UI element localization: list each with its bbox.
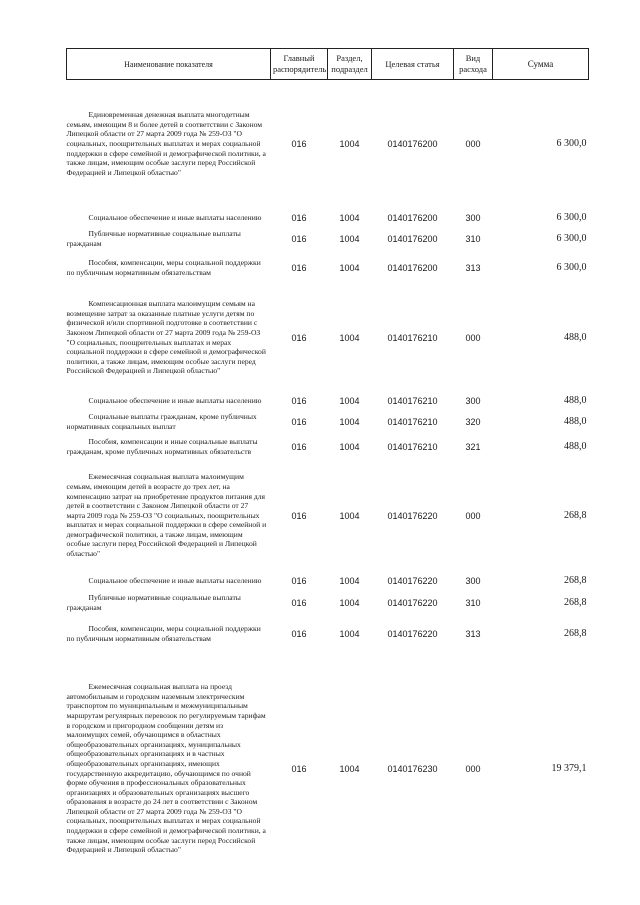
row-manager: 016 (291, 575, 307, 586)
row-type: 000 (465, 510, 481, 521)
row-target: 0140176230 (387, 763, 438, 774)
header-target: Целевая статья (372, 49, 454, 80)
table-row (67, 208, 589, 228)
row-sum: 488,0 (564, 332, 587, 343)
row-target: 0140176210 (387, 332, 438, 343)
row-name: Социальное обеспечение и иные выплаты населению (88, 575, 262, 585)
table-row (67, 80, 589, 208)
row-section: 1004 (339, 395, 360, 406)
row-manager: 016 (291, 763, 307, 774)
row-type: 000 (465, 332, 481, 343)
row-sum: 268,8 (564, 575, 587, 586)
row-manager: 016 (291, 395, 307, 406)
row-target: 0140176220 (387, 597, 438, 608)
row-section: 1004 (339, 332, 360, 343)
table-row (67, 570, 589, 592)
row-section: 1004 (339, 416, 360, 427)
row-manager: 016 (291, 628, 307, 639)
row-manager: 016 (291, 212, 307, 223)
row-name: Социальное обеспечение и иные выплаты населению (88, 395, 262, 405)
row-sum: 6 300,0 (556, 262, 587, 273)
row-manager: 016 (291, 138, 307, 149)
row-name: Единовременная денежная выплата многодетным семьям, имеющим 8 и более детей в соответствии с Законом Липецкой области от 27 марта 2009 года № 259-ОЗ "О социальных, поощрительных выплатах и мерах социальной поддержки в сфере семейной и демографической политики, а также лицам, имеющим особые заслуги перед Российской Федерацией и Липецкой областью" (66, 110, 266, 177)
row-type: 300 (465, 212, 481, 223)
row-section: 1004 (339, 233, 360, 244)
row-section: 1004 (339, 212, 360, 223)
row-manager: 016 (291, 597, 307, 608)
row-section: 1004 (339, 763, 360, 774)
row-sum: 6 300,0 (556, 212, 587, 223)
row-section: 1004 (339, 597, 360, 608)
table-row (67, 390, 589, 412)
row-sum: 6 300,0 (556, 233, 587, 244)
row-type: 321 (465, 441, 481, 452)
row-manager: 016 (291, 441, 307, 452)
row-target: 0140176210 (387, 416, 438, 427)
row-sum: 268,8 (564, 628, 587, 639)
row-name: Компенсационная выплата малоимущим семьям на возмещение затрат за оказанные платные услуги детям по физической и/или спортивной подготовке в соответствии с Законом Липецкой области от 27 марта 2009 года № 259-ОЗ "О социальных, поощрительных выплатах и мерах социальной поддержки в сфере семейной и демографической политики, а также лицам, имеющим особые заслуги перед Российской Федерацией и Липецкой областью" (66, 299, 266, 376)
header-type: Вид расхода (454, 49, 493, 80)
table-row (67, 462, 589, 570)
row-manager: 016 (291, 416, 307, 427)
row-type: 310 (465, 233, 481, 244)
header-manager: Главный распорядитель (271, 49, 328, 80)
row-manager: 016 (291, 510, 307, 521)
row-type: 300 (465, 575, 481, 586)
header-name: Наименование показателя (67, 49, 271, 80)
row-section: 1004 (339, 628, 360, 639)
row-type: 320 (465, 416, 481, 427)
row-manager: 016 (291, 262, 307, 273)
row-name: Социальные выплаты гражданам, кроме публичных нормативных социальных выплат (66, 411, 257, 431)
row-type: 000 (465, 763, 481, 774)
row-target: 0140176220 (387, 575, 438, 586)
row-type: 310 (465, 597, 481, 608)
row-manager: 016 (291, 332, 307, 343)
row-section: 1004 (339, 510, 360, 521)
row-name: Пособия, компенсации, меры социальной поддержки по публичным нормативным обязательствам (66, 623, 261, 643)
row-sum: 488,0 (564, 441, 587, 452)
row-sum: 268,8 (564, 510, 587, 521)
header-sum: Сумма (493, 49, 589, 80)
row-target: 0140176200 (387, 212, 438, 223)
row-sum: 19 379,1 (551, 763, 587, 774)
row-name: Пособия, компенсации и иные социальные выплаты гражданам, кроме публичных нормативных обязательств (66, 436, 258, 456)
table-row (67, 250, 589, 286)
row-name: Социальное обеспечение и иные выплаты населению (88, 212, 262, 222)
header-section: Раздел, подраздел (328, 49, 372, 80)
row-target: 0140176200 (387, 262, 438, 273)
table-row (67, 286, 589, 390)
row-section: 1004 (339, 138, 360, 149)
row-type: 313 (465, 628, 481, 639)
row-target: 0140176200 (387, 138, 438, 149)
row-name: Публичные нормативные социальные выплаты гражданам (66, 592, 241, 612)
row-type: 313 (465, 262, 481, 273)
row-target: 0140176220 (387, 510, 438, 521)
budget-table (66, 48, 589, 884)
row-sum: 488,0 (564, 416, 587, 427)
table-row (67, 592, 589, 614)
row-name: Публичные нормативные социальные выплаты гражданам (66, 228, 241, 248)
table-row (67, 432, 589, 462)
row-target: 0140176210 (387, 395, 438, 406)
table-header (67, 49, 589, 80)
table-row (67, 654, 589, 884)
row-section: 1004 (339, 575, 360, 586)
table-row (67, 412, 589, 432)
row-target: 0140176210 (387, 441, 438, 452)
row-type: 300 (465, 395, 481, 406)
row-section: 1004 (339, 441, 360, 452)
table-row (67, 228, 589, 250)
row-name: Пособия, компенсации, меры социальной поддержки по публичным нормативным обязательствам (66, 257, 261, 277)
row-target: 0140176200 (387, 233, 438, 244)
table-row (67, 614, 589, 654)
row-target: 0140176220 (387, 628, 438, 639)
row-sum: 6 300,0 (556, 138, 587, 150)
row-name: Ежемесячная социальная выплата малоимущим семьям, имеющим детей в возрасте до трех лет, на компенсацию затрат на приобретение продуктов питания для детей в соответствии с Законом Липецкой области от 27 марта 2009 года № 259-ОЗ "О социальных, поощрительных выплатах и мерах социальной поддержки в сфере семейной и демографической политики, а также лицам, имеющим особые заслуги перед Российской Федерацией и Липецкой областью" (66, 472, 267, 559)
row-manager: 016 (291, 233, 307, 244)
row-type: 000 (465, 138, 481, 149)
row-name: Ежемесячная социальная выплата на проезд автомобильным и городским наземным электрическим транспортом по муниципальным и межмуниципальным маршрутам регулярных перевозок по регулируемым тарифам в городском и пригородном сообщении детям из малоимущих семей, обучающимся в областных общеобразовательных организациях, муниципальных общеобразовательных организациях и в частных общеобразовательных организациях, имеющих государственную аккредитацию, обучающимся по очной форме обучения в профессиональных образовательных организациях и образовательных организациях высшего образования в возрасте до 24 лет в соответствии с Законом Липецкой области от 27 марта 2009 года № 259-ОЗ "О социальных, поощрительных выплатах и мерах социальной поддержки в сфере семейной и демографической политики, а также лицам, имеющим особые заслуги перед Российской Федерацией и Липецкой областью" (66, 682, 266, 855)
row-sum: 268,8 (564, 597, 587, 608)
row-sum: 488,0 (564, 395, 587, 406)
table-body (67, 80, 589, 884)
row-section: 1004 (339, 262, 360, 273)
